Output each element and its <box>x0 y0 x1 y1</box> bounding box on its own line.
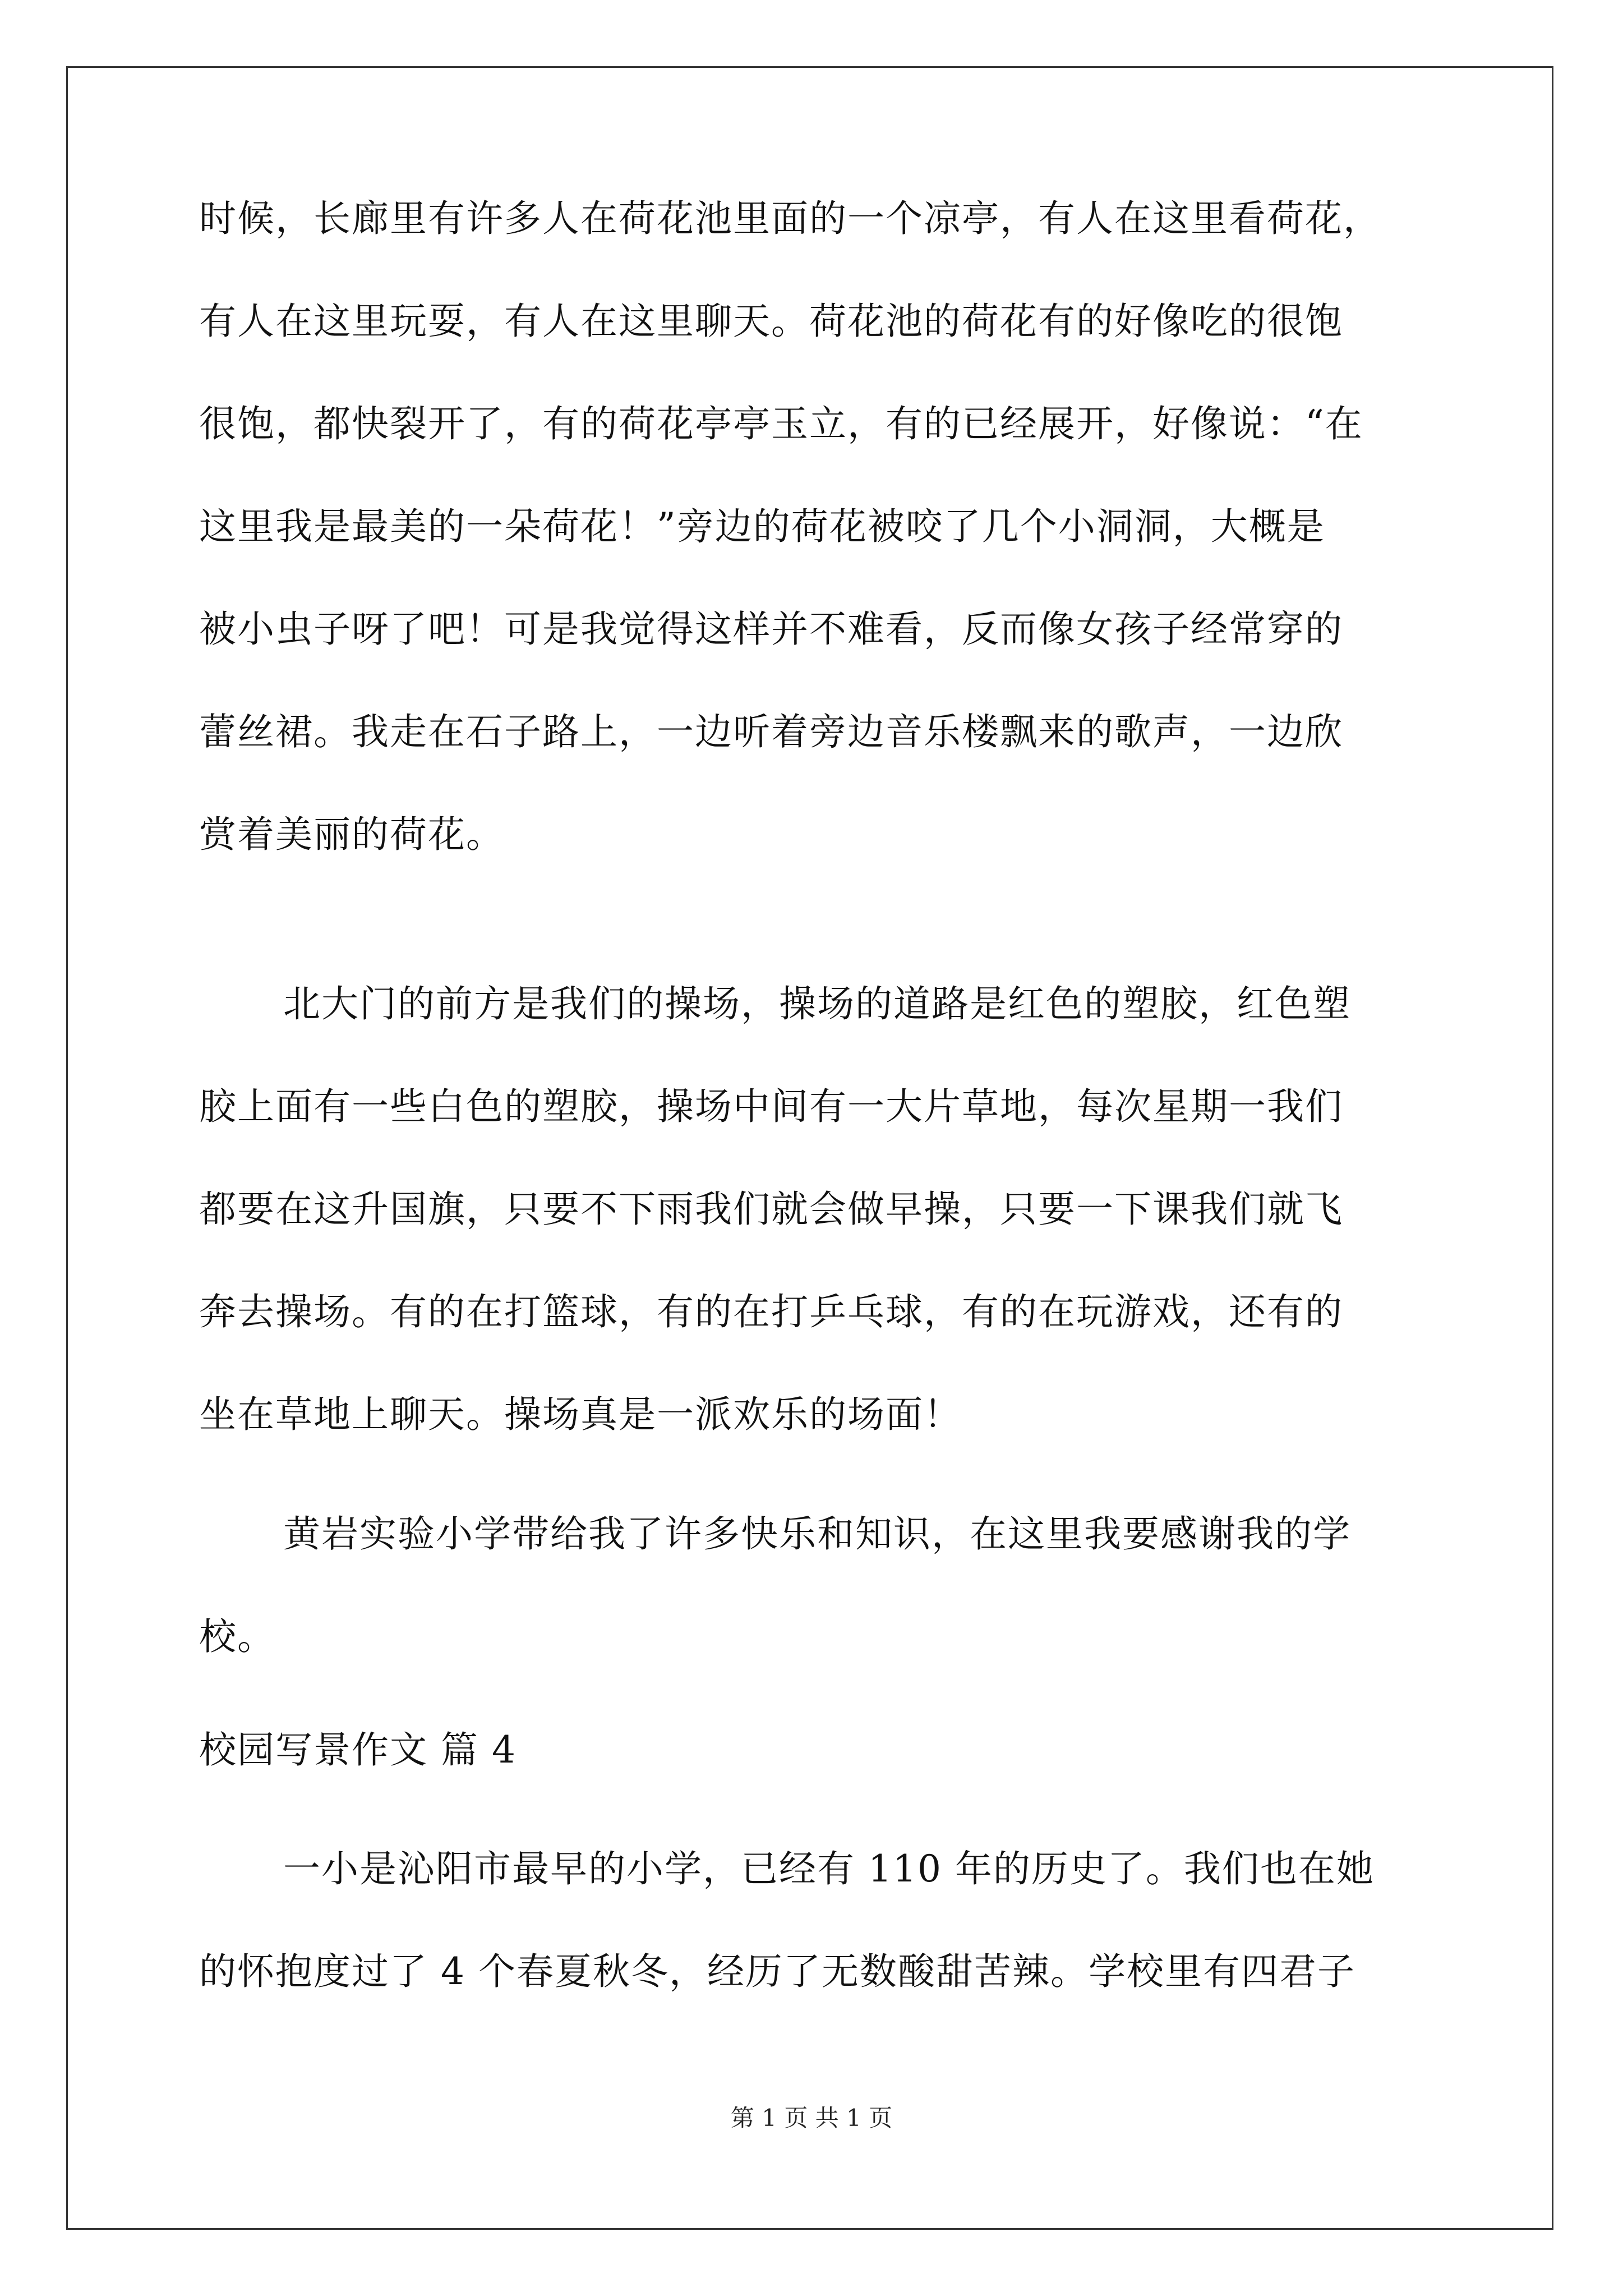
paragraph-first-line: 北大门的前方是我们的操场，操场的道路是红色的塑胶，红色塑 <box>283 982 1351 1025</box>
text-line: 时候，长廊里有许多人在荷花池里面的一个凉亭，有人在这里看荷花， <box>199 197 1381 240</box>
section-heading: 校园写景作文 篇 4 <box>199 1728 517 1772</box>
text-line: 被小虫子呀了吧！可是我觉得这样并不难看，反而像女孩子经常穿的 <box>199 608 1343 651</box>
text-line: 有人在这里玩耍，有人在这里聊天。荷花池的荷花有的好像吃的很饱 <box>199 300 1343 343</box>
text-line: 蕾丝裙。我走在石子路上，一边听着旁边音乐楼飘来的歌声，一边欣 <box>199 710 1343 753</box>
text-line: 胶上面有一些白色的塑胶，操场中间有一大片草地，每次星期一我们 <box>199 1085 1343 1128</box>
text-line: 奔去操场。有的在打篮球，有的在打乒乓球，有的在玩游戏，还有的 <box>199 1290 1343 1333</box>
text-line: 校。 <box>199 1615 275 1658</box>
text-line: 赏着美丽的荷花。 <box>199 813 504 856</box>
text-line: 的怀抱度过了 4 个春夏秋冬，经历了无数酸甜苦辣。学校里有四君子 <box>199 1950 1355 1993</box>
text-line: 都要在这升国旗，只要不下雨我们就会做早操，只要一下课我们就飞 <box>199 1188 1343 1231</box>
text-line: 这里我是最美的一朵荷花！”旁边的荷花被咬了几个小洞洞，大概是 <box>199 505 1325 548</box>
page-border <box>66 66 1553 2230</box>
paragraph-first-line: 黄岩实验小学带给我了许多快乐和知识，在这里我要感谢我的学 <box>283 1512 1351 1556</box>
text-line: 坐在草地上聊天。操场真是一派欢乐的场面！ <box>199 1393 962 1436</box>
text-line: 很饱，都快裂开了，有的荷花亭亭玉立，有的已经展开，好像说：“在 <box>199 402 1363 445</box>
paragraph-first-line: 一小是沁阳市最早的小学，已经有 110 年的历史了。我们也在她 <box>283 1847 1375 1890</box>
page-footer: 第 1 页 共 1 页 <box>730 2104 893 2132</box>
